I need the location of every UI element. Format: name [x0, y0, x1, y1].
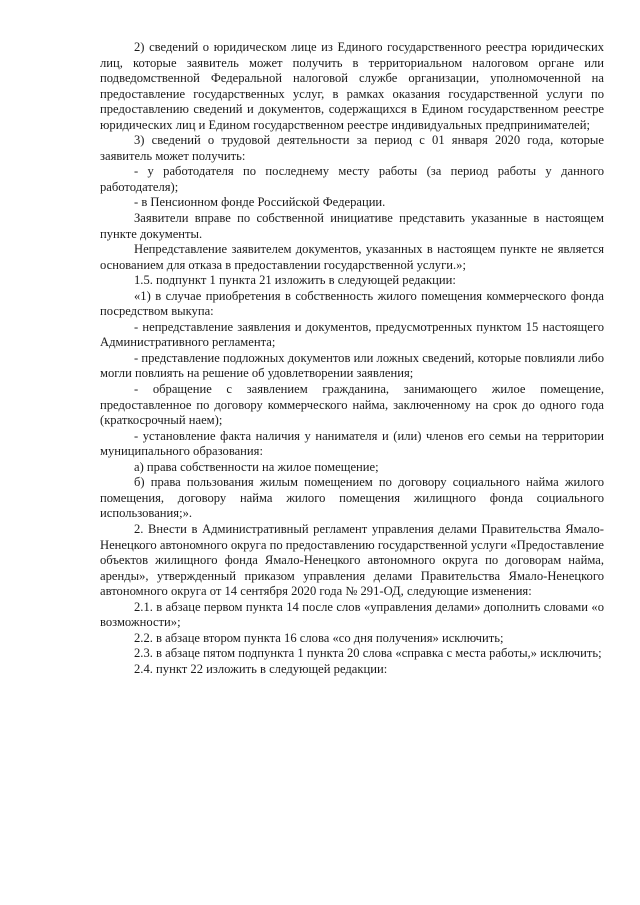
- paragraph-employer: - у работодателя по последнему месту работы (за период работы у данного работодателя);: [100, 164, 604, 194]
- paragraph-own-initiative: Заявители вправе по собственной инициативе представить указанные в настоящем пункте документы.: [100, 211, 604, 241]
- paragraph-buyout: «1) в случае приобретения в собственность жилого помещения коммерческого фонда посредством выкупа:: [100, 288, 604, 319]
- paragraph-use-right: б) права пользования жилым помещением по договору социального найма жилого помещения, договору найма жилого помещения жилищного фонда социального использования;».: [100, 475, 604, 521]
- paragraph-ownership-right: а) права собственности на жилое помещение;: [134, 459, 379, 474]
- paragraph-item-2-egrul: 2) сведений о юридическом лице из Единого государственного реестра юридических лиц, которые заявитель может получить в территориальном налоговом органе или подведомственной Федеральной налоговой службе организации, уполномоченной на предоставление государственных услуг, в рамках оказания государственной услуги по предоставлению сведений и документов, содержащихся в Едином государственном реестре юридических лиц и Едином государственном реестре индивидуальных предпринимателей;: [100, 40, 604, 132]
- paragraph-short-term-lease: - обращение с заявлением гражданина, занимающего жилое помещение, предоставленное по договору коммерческого найма, заключенному на срок до одного года (краткосрочный наем);: [100, 382, 604, 428]
- document-body: [100, 40, 604, 677]
- paragraph-non-submission-docs: - непредставление заявления и документов, предусмотренных пунктом 15 настоящего Административного регламента;: [100, 319, 604, 350]
- paragraph-family-territory: - установление факта наличия у нанимателя и (или) членов его семьи на территории муниципального образования:: [100, 428, 604, 459]
- paragraph-non-submission: Непредставление заявителем документов, указанных в настоящем пункте не является основанием для отказа в предоставлении государственной услуги.»;: [100, 242, 604, 272]
- paragraph-2-2: 2.2. в абзаце втором пункта 16 слова «со дня получения» исключить;: [134, 630, 504, 645]
- paragraph-item-3-labor: 3) сведений о трудовой деятельности за период с 01 января 2020 года, которые заявитель может получить:: [100, 133, 604, 163]
- paragraph-false-docs: - представление подложных документов или ложных сведений, которые повлияли либо могли повлиять на решение об удовлетворении заявления;: [100, 350, 604, 381]
- paragraph-1-5: 1.5. подпункт 1 пункта 21 изложить в следующей редакции:: [134, 273, 456, 288]
- paragraph-2-1: 2.1. в абзаце первом пункта 14 после слов «управления делами» дополнить словами «о возможности»;: [100, 599, 604, 630]
- paragraph-2-4: 2.4. пункт 22 изложить в следующей редакции:: [134, 661, 388, 676]
- paragraph-pension-fund: - в Пенсионном фонде Российской Федерации.: [134, 195, 386, 210]
- paragraph-section-2: 2. Внести в Административный регламент управления делами Правительства Ямало-Ненецкого автономного округа по предоставлению государственной услуги «Предоставление объектов жилищного фонда Ямало-Ненецкого автономного округа по договорам найма, аренды», утвержденный приказом управления делами Правительства Ямало-Ненецкого автономного округа от 14 сентября 2020 года № 291-ОД, следующие изменения:: [100, 521, 604, 599]
- paragraph-2-3: 2.3. в абзаце пятом подпункта 1 пункта 20 слова «справка с места работы,» исключить;: [134, 646, 602, 661]
